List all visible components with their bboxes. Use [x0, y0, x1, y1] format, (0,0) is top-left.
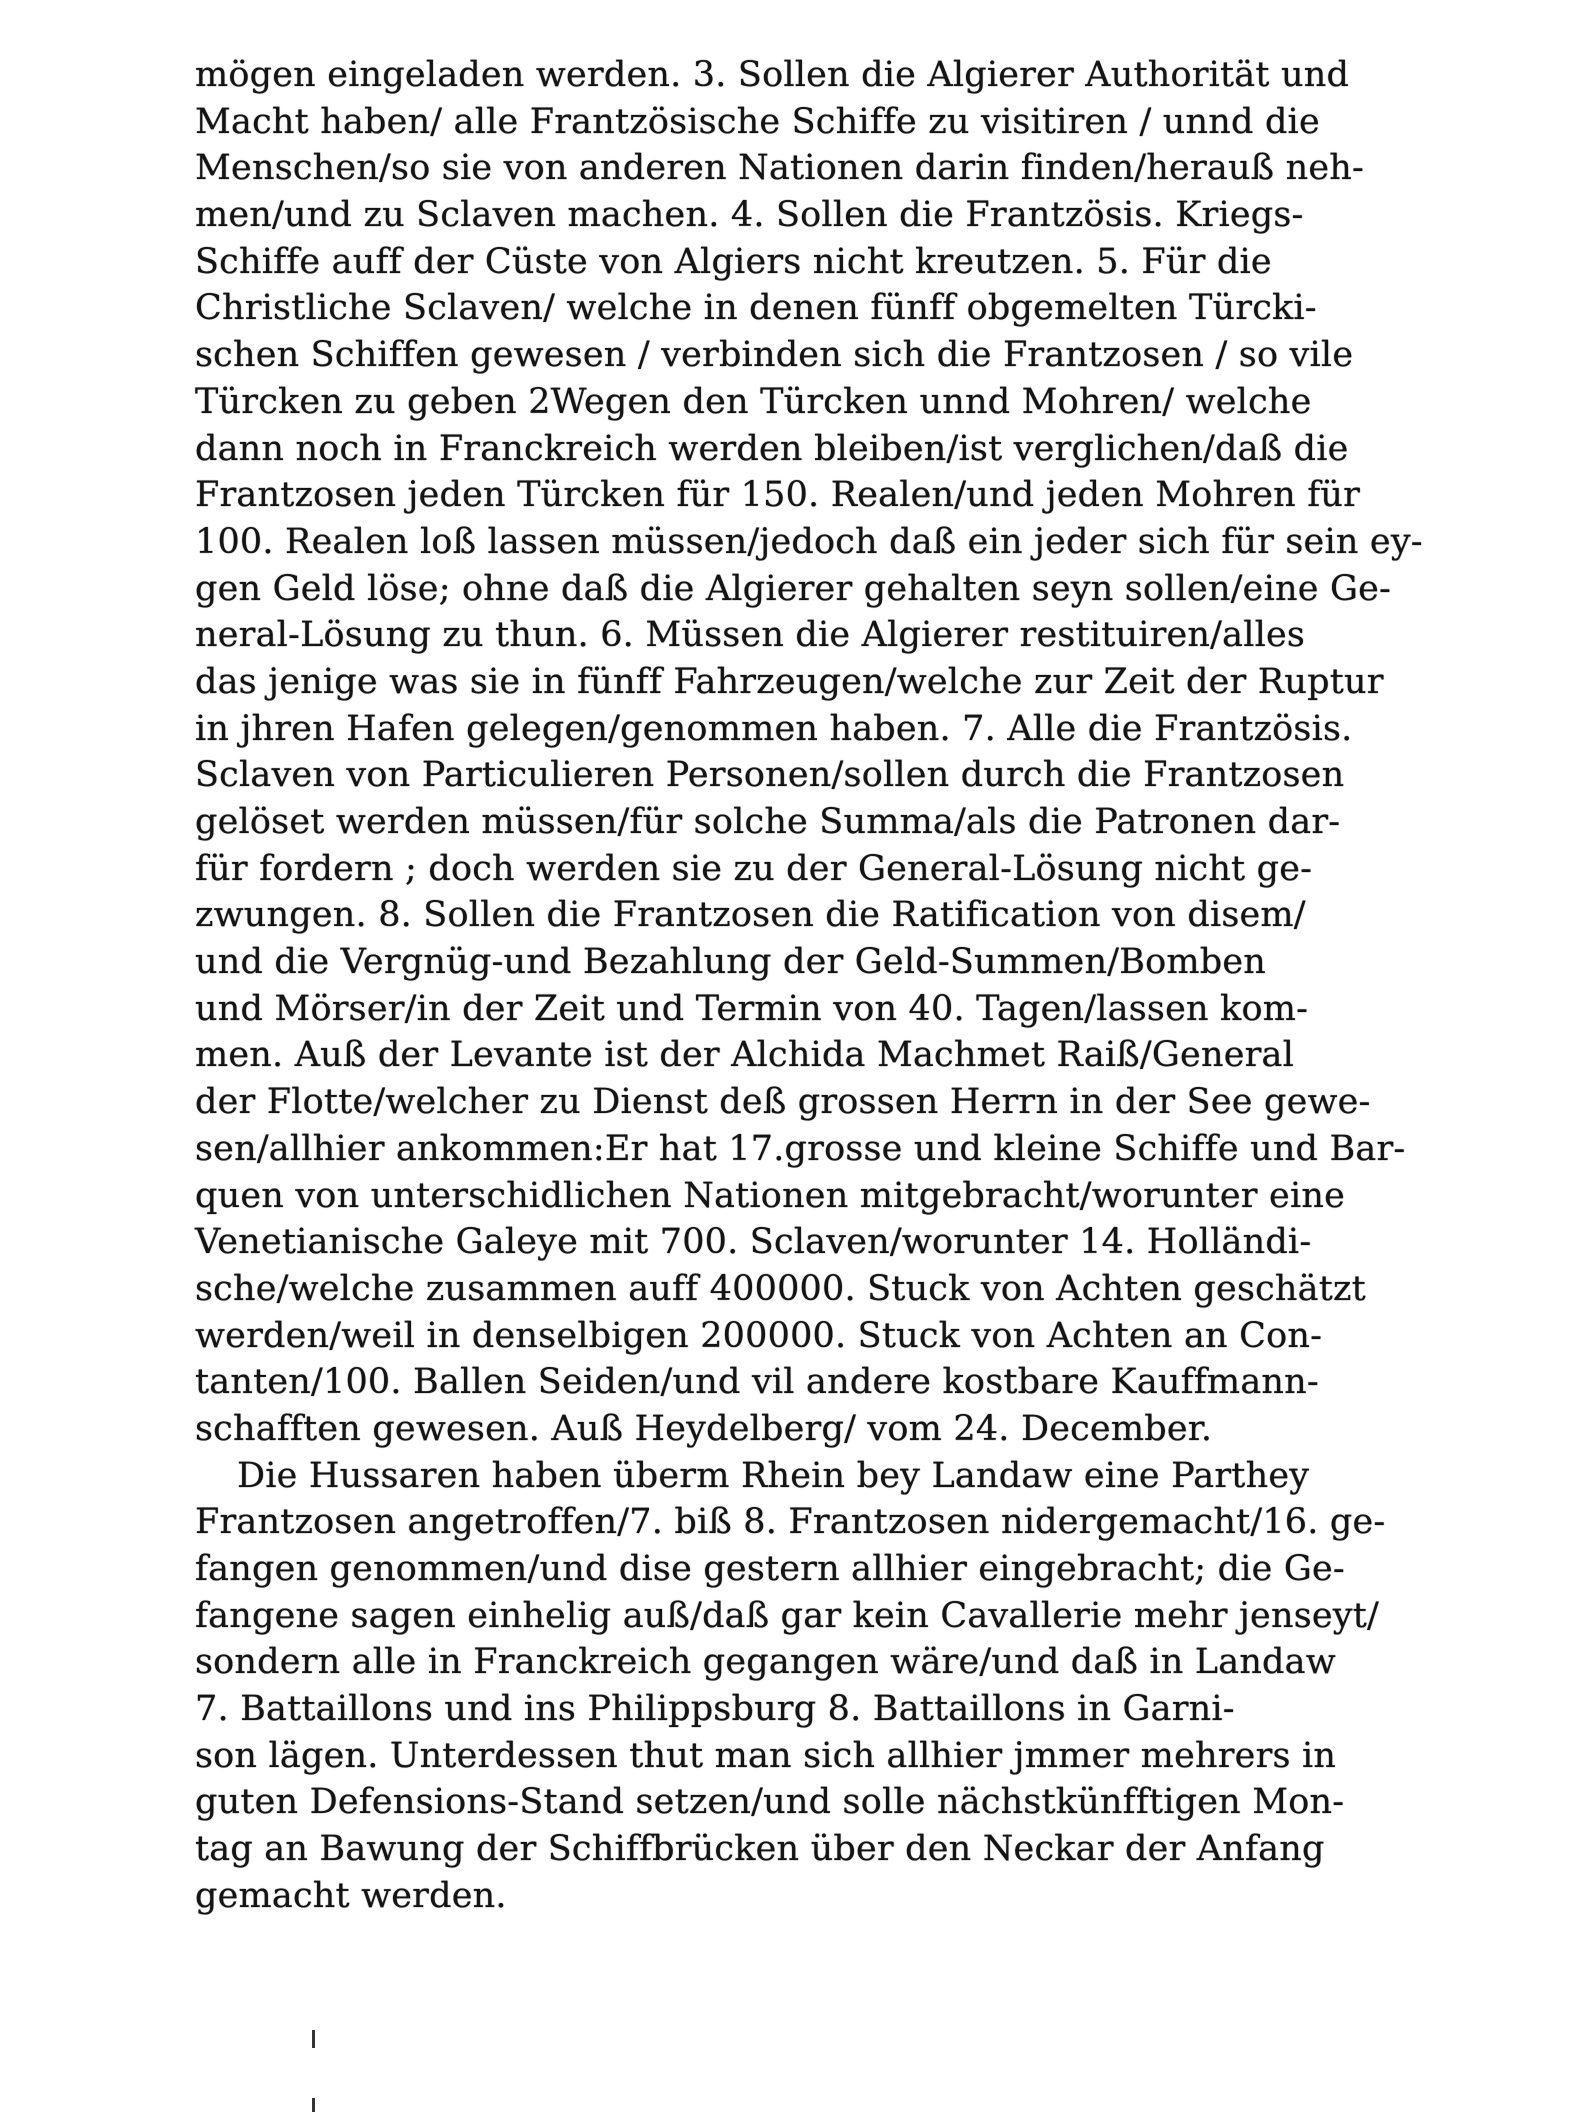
- text-line: Frantzosen jeden Türcken für 150. Realen/und jeden Mohren für: [195, 475, 1361, 516]
- text-line: quen von unterschidlichen Nationen mitgebracht/worunter eine: [195, 1175, 1345, 1216]
- text-line: Christliche Sclaven/ welche in denen fünff obgemelten Türcki-: [195, 288, 1317, 329]
- text-line: gelöset werden müssen/für solche Summa/als die Patronen dar-: [195, 802, 1341, 842]
- text-line: Venetianische Galeye mit 700. Sclaven/worunter 14. Holländi-: [195, 1222, 1312, 1263]
- print-mark: [312, 2030, 315, 2048]
- text-line: das jenige was sie in fünff Fahrzeugen/welche zur Zeit der Ruptur: [195, 661, 1384, 702]
- text-line: Schiffe auff der Cüste von Algiers nicht kreutzen. 5. Für die: [195, 241, 1272, 282]
- text-line: tanten/100. Ballen Seiden/und vil andere kostbare Kauffmann-: [195, 1362, 1319, 1403]
- text-line: gen Geld löse; ohne daß die Algierer gehalten seyn sollen/eine Ge-: [195, 568, 1392, 609]
- text-line: Türcken zu geben 2Wegen den Türcken unnd Mohren/ welche: [195, 381, 1312, 422]
- text-line: werden/weil in denselbigen 200000. Stuck von Achten an Con-: [195, 1315, 1323, 1356]
- text-line: schen Schiffen gewesen / verbinden sich die Frantzosen / so vile: [195, 335, 1354, 376]
- paragraph-start-line: Die Hussaren haben überm Rhein bey Landaw eine Parthey: [237, 1455, 1310, 1496]
- text-line: men/und zu Sclaven machen. 4. Sollen die Frantzösis. Kriegs-: [195, 195, 1304, 236]
- text-line: zwungen. 8. Sollen die Frantzosen die Ratification von disem/: [195, 895, 1306, 936]
- text-line: für fordern ; doch werden sie zu der General-Lösung nicht ge-: [195, 848, 1313, 889]
- text-line: mögen eingeladen werden. 3. Sollen die Algierer Authorität und: [195, 55, 1350, 95]
- text-line: 7. Battaillons und ins Philippsburg 8. Battaillons in Garni-: [195, 1689, 1235, 1730]
- text-line: Macht haben/ alle Frantzösische Schiffe zu visitiren / unnd die: [195, 101, 1320, 142]
- text-line: fangene sagen einhelig auß/daß gar kein Cavallerie mehr jenseyt/: [195, 1595, 1380, 1636]
- text-line: Sclaven von Particulieren Personen/sollen durch die Frantzosen: [195, 755, 1345, 796]
- text-line: in jhren Hafen gelegen/genommen haben. 7. Alle die Frantzösis.: [195, 708, 1353, 749]
- text-line: neral-Lösung zu thun. 6. Müssen die Algierer restituiren/alles: [195, 615, 1306, 656]
- text-line: guten Defensions-Stand setzen/und solle nächstkünfftigen Mon-: [195, 1782, 1345, 1823]
- text-line: sondern alle in Franckreich gegangen wäre/und daß in Landaw: [195, 1642, 1336, 1683]
- text-line: und Mörser/in der Zeit und Termin von 40. Tagen/lassen kom-: [195, 988, 1309, 1029]
- text-line: der Flotte/welcher zu Dienst deß grossen Herrn in der See gewe-: [195, 1082, 1371, 1123]
- text-line: 100. Realen loß lassen müssen/jedoch daß ein jeder sich für sein ey-: [195, 521, 1423, 562]
- text-line: men. Auß der Levante ist der Alchida Machmet Raiß/General: [195, 1035, 1294, 1076]
- text-line: schafften gewesen. Auß Heydelberg/ vom 24. December.: [195, 1408, 1213, 1449]
- text-line: Frantzosen angetroffen/7. biß 8. Frantzosen nidergemacht/16. ge-: [195, 1502, 1386, 1543]
- body-text: [195, 52, 1495, 1920]
- text-line: fangen genommen/und dise gestern allhier eingebracht; die Ge-: [195, 1549, 1345, 1589]
- text-line: und die Vergnüg-und Bezahlung der Geld-Summen/Bomben: [195, 942, 1267, 983]
- text-line: gemacht werden.: [195, 1875, 507, 1916]
- print-mark: [312, 2098, 315, 2112]
- text-line: tag an Bawung der Schiffbrücken über den Neckar der Anfang: [195, 1829, 1325, 1870]
- text-line: sche/welche zusammen auff 400000. Stuck von Achten geschätzt: [195, 1268, 1366, 1309]
- text-line: son lägen. Unterdessen thut man sich allhier jmmer mehrers in: [195, 1735, 1337, 1776]
- text-line: sen/allhier ankommen:Er hat 17.grosse und kleine Schiffe und Bar-: [195, 1128, 1406, 1169]
- text-line: dann noch in Franckreich werden bleiben/ist verglichen/daß die: [195, 428, 1349, 469]
- text-line: Menschen/so sie von anderen Nationen darin finden/herauß neh-: [195, 148, 1365, 189]
